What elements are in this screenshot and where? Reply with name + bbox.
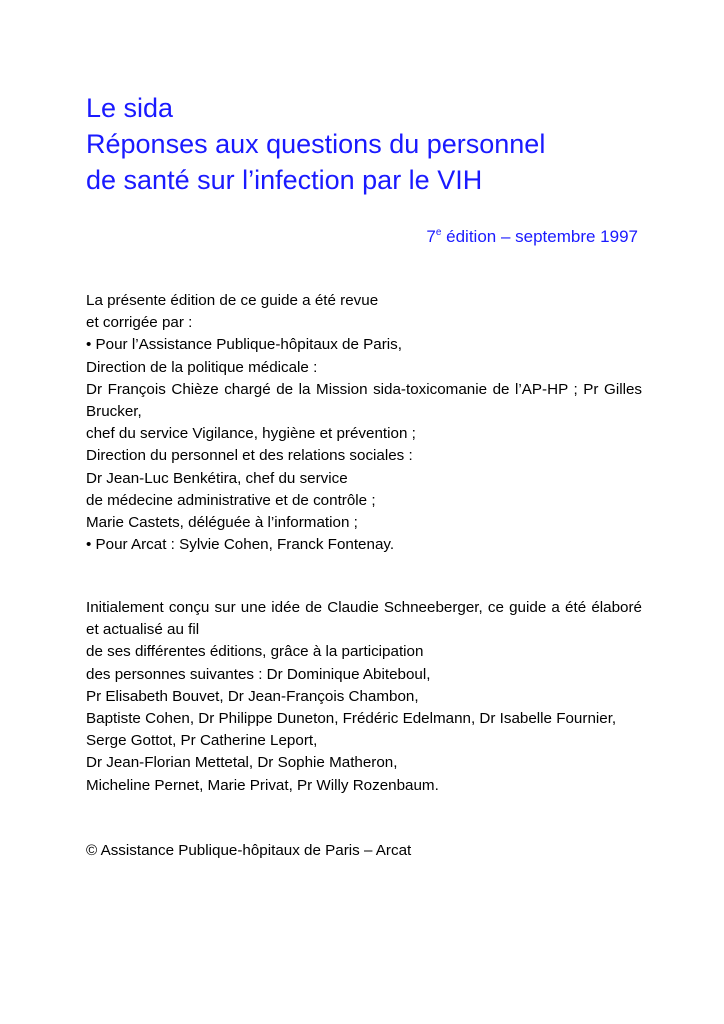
credits-line: Micheline Pernet, Marie Privat, Pr Willy Rozenbaum.: [86, 776, 439, 794]
document-subtitle-line-1: Réponses aux questions du personnel: [86, 129, 546, 159]
revision-line: Marie Castets, déléguée à l’information ;: [86, 514, 358, 532]
credits-line: de ses différentes éditions, grâce à la participation: [86, 643, 424, 661]
revision-line: La présente édition de ce guide a été revue: [86, 292, 379, 309]
copyright-text: © Assistance Publique-hôpitaux de Paris – Arcat: [86, 842, 412, 859]
credits-line: Dr Jean-Florian Mettetal, Dr Sophie Matheron,: [86, 754, 398, 772]
revision-line: • Pour Arcat : Sylvie Cohen, Franck Fontenay.: [86, 536, 395, 554]
revision-line: • Pour l’Assistance Publique-hôpitaux de Paris,: [86, 336, 402, 354]
title-block: [86, 90, 646, 198]
credits-line: des personnes suivantes : Dr Dominique Abiteboul,: [86, 665, 431, 683]
edition-superscript: e: [435, 227, 442, 238]
credits-line: Initialement conçu sur une idée de Claudie Schneeberger, ce guide a été élaboré et actualisé au fil: [86, 599, 642, 639]
edition-text: édition – septembre 1997: [441, 227, 638, 246]
revision-line: Dr Jean-Luc Benkétira, chef du service: [86, 469, 348, 487]
revision-line: Direction de la politique médicale :: [86, 358, 318, 376]
edition-line: [86, 225, 638, 249]
revision-line: et corrigée par :: [86, 314, 193, 332]
credits-line: Serge Gottot, Pr Catherine Leport,: [86, 732, 318, 750]
edition-number: 7: [426, 227, 436, 246]
revision-line: Direction du personnel et des relations sociales :: [86, 447, 413, 465]
credits-line: Pr Elisabeth Bouvet, Dr Jean-François Chambon,: [86, 687, 419, 705]
copyright-notice: [86, 840, 642, 862]
revision-paragraph: [86, 290, 642, 556]
revision-line: Dr François Chièze chargé de la Mission sida-toxicomanie de l’AP-HP ; Pr Gilles Brucker,: [86, 380, 642, 421]
credits-line: Baptiste Cohen, Dr Philippe Duneton, Frédéric Edelmann, Dr Isabelle Fournier,: [86, 710, 617, 728]
revision-line: chef du service Vigilance, hygiène et prévention ;: [86, 425, 416, 443]
revision-line: de médecine administrative et de contrôle ;: [86, 491, 376, 509]
document-subtitle-line-2: de santé sur l’infection par le VIH: [86, 165, 483, 195]
credits-paragraph: [86, 597, 642, 797]
document-title: Le sida: [86, 93, 174, 123]
